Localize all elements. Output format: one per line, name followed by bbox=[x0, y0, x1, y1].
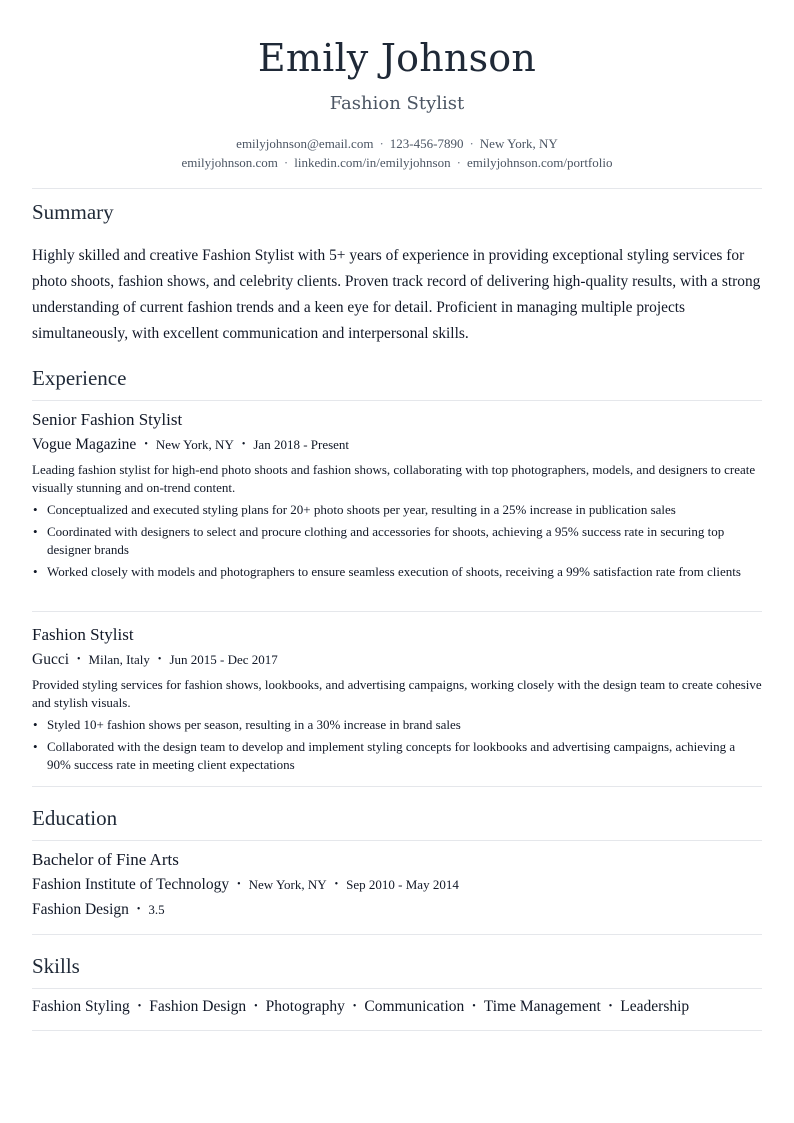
job-location: New York, NY bbox=[155, 437, 234, 452]
meta-dot: • bbox=[237, 879, 241, 890]
separator: · bbox=[469, 136, 474, 151]
job-meta bbox=[32, 651, 278, 671]
skill-item: Communication bbox=[364, 998, 465, 1015]
skill-item: Fashion Design bbox=[149, 998, 247, 1015]
field-of-study: Fashion Design bbox=[32, 901, 129, 918]
meta-dot: • bbox=[157, 654, 162, 665]
job-title: Fashion Stylist bbox=[32, 625, 134, 644]
separator: · bbox=[283, 155, 289, 170]
divider bbox=[32, 188, 762, 189]
skills-heading: Skills bbox=[32, 954, 80, 978]
job-dates: Jan 2018 - Present bbox=[253, 437, 350, 452]
job-dates: Jun 2015 - Dec 2017 bbox=[169, 652, 278, 667]
experience-heading: Experience bbox=[32, 366, 127, 390]
meta-dot: • bbox=[241, 439, 246, 450]
job-title: Senior Fashion Stylist bbox=[32, 410, 183, 429]
separator: · bbox=[379, 136, 384, 151]
divider bbox=[32, 611, 762, 612]
linkedin-link[interactable]: linkedin.com/in/emilyjohnson bbox=[294, 155, 451, 170]
job-bullets bbox=[32, 501, 762, 585]
gpa-value: 3.5 bbox=[148, 902, 165, 917]
divider bbox=[32, 840, 762, 841]
skill-dot: • bbox=[352, 1001, 357, 1012]
email-link[interactable]: emilyjohnson@email.com bbox=[236, 136, 374, 151]
list-item: • Worked closely with models and photographers to ensure seamless execution of shoots, receiving a 99% satisfaction rate from clients bbox=[32, 563, 762, 581]
skill-dot: • bbox=[472, 1001, 476, 1012]
website-link[interactable]: emilyjohnson.com bbox=[181, 155, 278, 170]
education-heading: Education bbox=[32, 806, 118, 830]
skill-item: Photography bbox=[265, 998, 345, 1015]
contact-line-2 bbox=[32, 154, 762, 172]
school-name: Fashion Institute of Technology bbox=[32, 876, 230, 893]
meta-dot: • bbox=[77, 654, 81, 665]
list-item: • Coordinated with designers to select and procure clothing and accessories for shoots, achieving a 95% success rate in securing top designer brands bbox=[32, 523, 762, 559]
meta-dot: • bbox=[136, 904, 141, 915]
school-location: New York, NY bbox=[248, 877, 327, 892]
job-meta bbox=[32, 436, 349, 456]
job-description: Leading fashion stylist for high-end photo shoots and fashion shows, collaborating with top photographers, models, and designers to create visually stunning and on-trend content. bbox=[32, 462, 756, 495]
skill-item: Fashion Styling bbox=[32, 998, 130, 1015]
skill-dot: • bbox=[608, 1001, 613, 1012]
list-item: • Styled 10+ fashion shows per season, resulting in a 30% increase in brand sales bbox=[32, 716, 762, 734]
company-name: Vogue Magazine bbox=[32, 436, 137, 453]
phone-text: 123-456-7890 bbox=[389, 136, 464, 151]
job-bullets bbox=[32, 716, 762, 778]
skill-item: Time Management bbox=[483, 998, 601, 1015]
skill-item: Leadership bbox=[620, 998, 690, 1015]
job-description: Provided styling services for fashion shows, lookbooks, and advertising campaigns, working closely with the design team to create cohesive and stylish visuals. bbox=[32, 677, 762, 710]
divider bbox=[32, 786, 762, 787]
list-item: • Collaborated with the design team to develop and implement styling concepts for lookbooks and advertising campaigns, achieving a 90% success rate in meeting client expectations bbox=[32, 738, 762, 774]
company-name: Gucci bbox=[32, 651, 70, 668]
separator: · bbox=[456, 155, 461, 170]
divider bbox=[32, 934, 762, 935]
education-dates: Sep 2010 - May 2014 bbox=[346, 877, 459, 892]
list-item: • Conceptualized and executed styling plans for 20+ photo shoots per year, resulting in a 25% increase in publication sales bbox=[32, 501, 762, 519]
divider bbox=[32, 400, 762, 401]
job-location: Milan, Italy bbox=[88, 652, 150, 667]
skill-dot: • bbox=[254, 1001, 258, 1012]
education-meta bbox=[32, 876, 459, 896]
location-text: New York, NY bbox=[479, 136, 558, 151]
degree-title: Bachelor of Fine Arts bbox=[32, 850, 179, 869]
portfolio-link[interactable]: emilyjohnson.com/portfolio bbox=[466, 155, 613, 170]
education-field-meta bbox=[32, 901, 165, 921]
meta-dot: • bbox=[334, 879, 339, 890]
contact-line-1 bbox=[32, 135, 762, 153]
candidate-title: Fashion Stylist bbox=[329, 93, 465, 114]
summary-text: Highly skilled and creative Fashion Stylist with 5+ years of experience in providing exceptional styling services for photo shoots, fashion shows, and celebrity clients. Proven track record of delivering high-quality results, with a strong understanding of current fashion trends and a keen eye for detail. Proficient in managing multiple projects simultaneously, with excellent communication and interpersonal skills. bbox=[32, 247, 761, 342]
skill-dot: • bbox=[137, 1001, 142, 1012]
divider bbox=[32, 1030, 762, 1031]
candidate-name: Emily Johnson bbox=[257, 36, 537, 80]
meta-dot: • bbox=[144, 439, 148, 450]
summary-heading: Summary bbox=[32, 200, 114, 224]
divider bbox=[32, 988, 762, 989]
skills-list bbox=[32, 996, 689, 1020]
